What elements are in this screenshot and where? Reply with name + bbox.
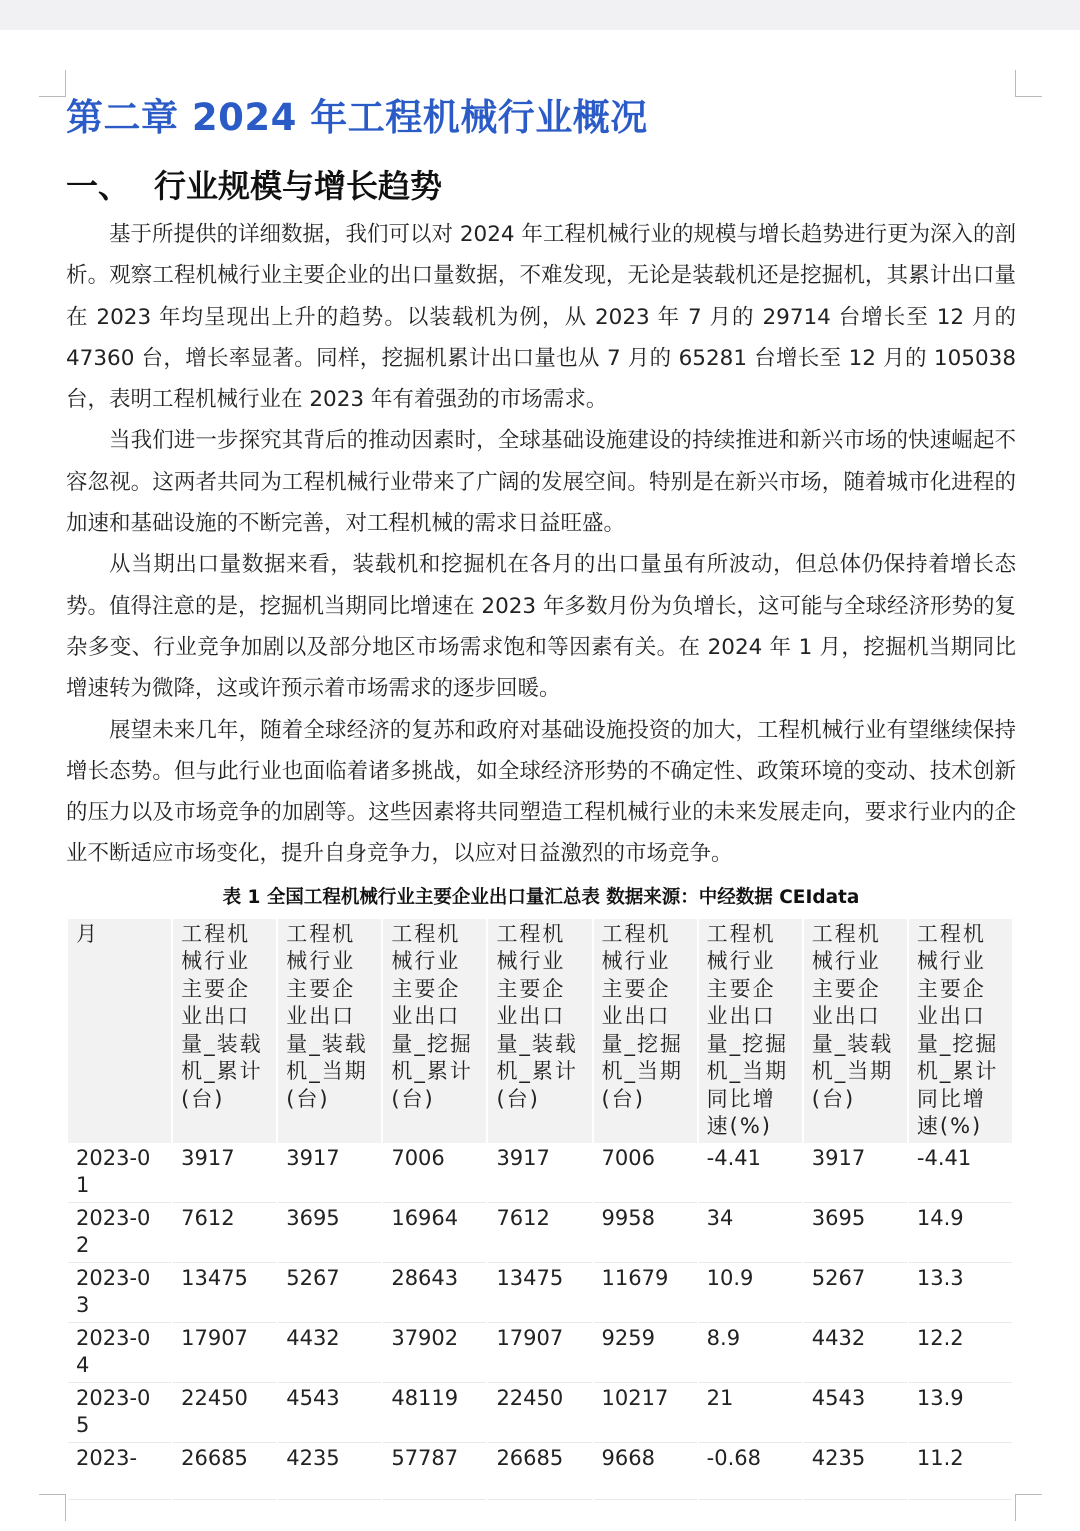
table-caption: 表 1 全国工程机械行业主要企业出口量汇总表 数据来源：中经数据 CEIdata <box>222 886 860 908</box>
table-cell: 37902 <box>383 1323 486 1383</box>
table-cell: 5267 <box>278 1263 381 1323</box>
table-cell: 3917 <box>488 1143 591 1203</box>
table-cell: 13.9 <box>909 1383 1012 1443</box>
section-number: 一、 <box>66 167 131 205</box>
table-cell: 3695 <box>804 1203 907 1263</box>
document-page <box>0 30 1080 1531</box>
table-row <box>68 1383 1012 1443</box>
table-cell: 17907 <box>173 1323 276 1383</box>
table-cell: 57787 <box>383 1443 486 1500</box>
table-cell: 2023-01 <box>68 1143 171 1203</box>
table-cell: 4432 <box>804 1323 907 1383</box>
table-cell: 2023-03 <box>68 1263 171 1323</box>
table-row <box>68 1323 1012 1383</box>
table-cell: 9668 <box>594 1443 697 1500</box>
table-cell: 22450 <box>488 1383 591 1443</box>
table-cell: 22450 <box>173 1383 276 1443</box>
table-cell: 5267 <box>804 1263 907 1323</box>
table-cell: 3917 <box>278 1143 381 1203</box>
table-cell: 26685 <box>488 1443 591 1500</box>
table-cell: 4235 <box>278 1443 381 1500</box>
margin-mark-top-right <box>1015 70 1042 97</box>
table-cell: 13475 <box>488 1263 591 1323</box>
table-cell: 2023-05 <box>68 1383 171 1443</box>
table-row <box>68 1263 1012 1323</box>
header-cell: 工程机械行业主要企业出口量_挖掘机_累计同比增速(%) <box>909 919 1012 1143</box>
header-cell: 工程机械行业主要企业出口量_挖掘机_当期同比增速(%) <box>699 919 802 1143</box>
table-cell: 7006 <box>383 1143 486 1203</box>
header-cell: 工程机械行业主要企业出口量_装载机_当期(台) <box>278 919 381 1143</box>
table-cell: 2023-02 <box>68 1203 171 1263</box>
table-cell: -4.41 <box>909 1143 1012 1203</box>
table-cell: 7612 <box>173 1203 276 1263</box>
table-cell: 7006 <box>594 1143 697 1203</box>
paragraph: 基于所提供的详细数据，我们可以对 2024 年工程机械行业的规模与增长趋势进行更为深入的剖析。观察工程机械行业主要企业的出口量数据，不难发现，无论是装载机还是挖掘机，其累计出口量在 2023 年均呈现出上升的趋势。以装载机为例，从 2023 年 7 月的 29714 台增长至 12 月的 47360 台，增长率显著。同样，挖掘机累计出口量也从 7 月的 65281 台增长至 12 月的 105038 台，表明工程机械行业在 2023 年有着强劲的市场需求。 <box>66 222 1016 413</box>
table-cell: 9958 <box>594 1203 697 1263</box>
table-cell: 8.9 <box>699 1323 802 1383</box>
table-cell: 2023-04 <box>68 1323 171 1383</box>
table-cell: 17907 <box>488 1323 591 1383</box>
header-cell: 月 <box>68 919 171 1143</box>
margin-mark-top-left <box>39 70 66 97</box>
table-row <box>68 1443 1012 1500</box>
table-row <box>68 1203 1012 1263</box>
header-cell: 工程机械行业主要企业出口量_挖掘机_当期(台) <box>594 919 697 1143</box>
table-cell: 3695 <box>278 1203 381 1263</box>
table-cell: 13475 <box>173 1263 276 1323</box>
table-cell: 12.2 <box>909 1323 1012 1383</box>
page-content <box>66 92 1016 1500</box>
table-cell: -4.41 <box>699 1143 802 1203</box>
table-cell: 10.9 <box>699 1263 802 1323</box>
table-cell: 4543 <box>278 1383 381 1443</box>
viewer-top-bar <box>0 0 1080 30</box>
header-cell: 工程机械行业主要企业出口量_装载机_当期(台) <box>804 919 907 1143</box>
table-cell: 7612 <box>488 1203 591 1263</box>
table-cell: 26685 <box>173 1443 276 1500</box>
table-cell: 11.2 <box>909 1443 1012 1500</box>
header-cell: 工程机械行业主要企业出口量_装载机_累计(台) <box>488 919 591 1143</box>
table-cell: 4235 <box>804 1443 907 1500</box>
table-cell: 13.3 <box>909 1263 1012 1323</box>
table-cell: 3917 <box>173 1143 276 1203</box>
section-title: 行业规模与增长趋势 <box>154 167 443 205</box>
table-cell: 4543 <box>804 1383 907 1443</box>
paragraph: 从当期出口量数据来看，装载机和挖掘机在各月的出口量虽有所波动，但总体仍保持着增长态势。值得注意的是，挖掘机当期同比增速在 2023 年多数月份为负增长，这可能与全球经济形势的复杂多变、行业竞争加剧以及部分地区市场需求饱和等因素有关。在 2024 年 1 月，挖掘机当期同比增速转为微降，这或许预示着市场需求的逐步回暖。 <box>66 552 1016 702</box>
section-heading <box>66 164 1016 208</box>
paragraph: 当我们进一步探究其背后的推动因素时，全球基础设施建设的持续推进和新兴市场的快速崛起不容忽视。这两者共同为工程机械行业带来了广阔的发展空间。特别是在新兴市场，随着城市化进程的加速和基础设施的不断完善，对工程机械的需求日益旺盛。 <box>66 428 1016 537</box>
export-volume-table <box>66 919 1014 1500</box>
header-cell: 工程机械行业主要企业出口量_装载机_累计(台) <box>173 919 276 1143</box>
table-cell: 9259 <box>594 1323 697 1383</box>
margin-mark-bottom-right <box>1015 1494 1042 1521</box>
table-cell: 28643 <box>383 1263 486 1323</box>
table-cell: -0.68 <box>699 1443 802 1500</box>
table-header-row <box>68 919 1012 1143</box>
paragraph: 展望未来几年，随着全球经济的复苏和政府对基础设施投资的加大，工程机械行业有望继续保持增长态势。但与此行业也面临着诸多挑战，如全球经济形势的不确定性、政策环境的变动、技术创新的压力以及市场竞争的加剧等。这些因素将共同塑造工程机械行业的未来发展走向，要求行业内的企业不断适应市场变化，提升自身竞争力，以应对日益激烈的市场竞争。 <box>66 717 1016 867</box>
chapter-title: 第二章 2024 年工程机械行业概况 <box>66 96 648 139</box>
table-cell: 10217 <box>594 1383 697 1443</box>
table-cell: 11679 <box>594 1263 697 1323</box>
margin-mark-bottom-left <box>39 1494 66 1521</box>
table-cell: 34 <box>699 1203 802 1263</box>
table-cell: 21 <box>699 1383 802 1443</box>
table-cell: 2023- <box>68 1443 171 1500</box>
table-cell: 14.9 <box>909 1203 1012 1263</box>
table-cell: 3917 <box>804 1143 907 1203</box>
table-cell: 16964 <box>383 1203 486 1263</box>
table-cell: 48119 <box>383 1383 486 1443</box>
table-row <box>68 1143 1012 1203</box>
header-cell: 工程机械行业主要企业出口量_挖掘机_累计(台) <box>383 919 486 1143</box>
table-cell: 4432 <box>278 1323 381 1383</box>
